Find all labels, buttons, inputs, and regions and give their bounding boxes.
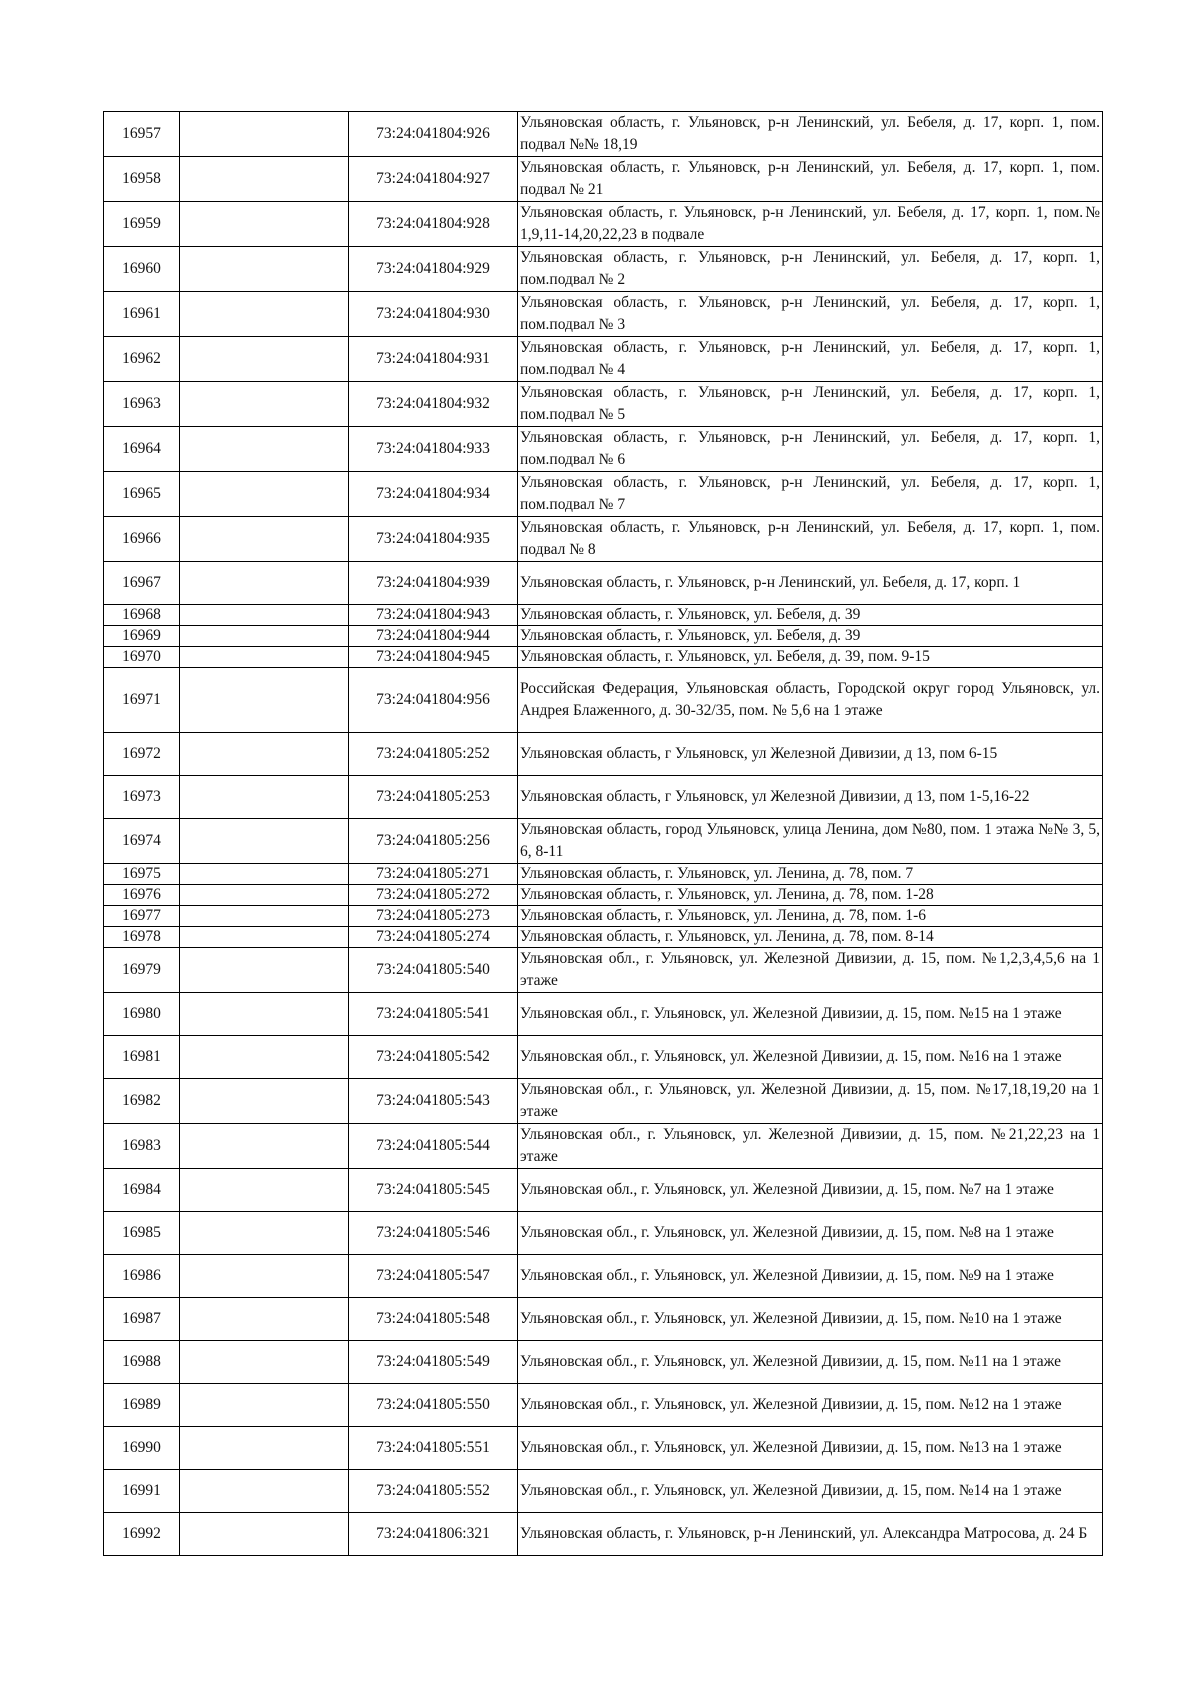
address-cell: Ульяновская область, г. Ульяновск, ул. Ленина, д. 78, пом. 7 xyxy=(518,864,1103,885)
row-number-cell: 16980 xyxy=(104,993,180,1036)
address-cell: Ульяновская область, г. Ульяновск, р-н Ленинский, ул. Бебеля, д. 17, корп. 1 xyxy=(518,562,1103,605)
row-number-cell: 16961 xyxy=(104,292,180,337)
table-row xyxy=(104,819,1103,864)
address-cell: Ульяновская обл., г. Ульяновск, ул. Железной Дивизии, д. 15, пом. №7 на 1 этаже xyxy=(518,1169,1103,1212)
empty-cell xyxy=(180,517,349,562)
address-cell: Российская Федерация, Ульяновская область, Городской округ город Ульяновск, ул. Андрея Блаженного, д. 30-32/35, пом. № 5,6 на 1 этаже xyxy=(518,668,1103,733)
table-row xyxy=(104,1212,1103,1255)
address-cell: Ульяновская обл., г. Ульяновск, ул. Железной Дивизии, д. 15, пом. №14 на 1 этаже xyxy=(518,1470,1103,1513)
empty-cell xyxy=(180,1212,349,1255)
cadastral-number-cell: 73:24:041805:548 xyxy=(349,1298,518,1341)
cadastral-number-cell: 73:24:041804:926 xyxy=(349,112,518,157)
table-row xyxy=(104,605,1103,626)
table-row xyxy=(104,885,1103,906)
cadastral-number-cell: 73:24:041805:549 xyxy=(349,1341,518,1384)
table-row xyxy=(104,1079,1103,1124)
address-cell: Ульяновская обл., г. Ульяновск, ул. Железной Дивизии, д. 15, пом. №12 на 1 этаже xyxy=(518,1384,1103,1427)
cadastral-number-cell: 73:24:041805:545 xyxy=(349,1169,518,1212)
cadastral-number-cell: 73:24:041804:930 xyxy=(349,292,518,337)
row-number-cell: 16963 xyxy=(104,382,180,427)
row-number-cell: 16989 xyxy=(104,1384,180,1427)
address-cell: Ульяновская область, г. Ульяновск, ул. Бебеля, д. 39 xyxy=(518,626,1103,647)
cadastral-number-cell: 73:24:041805:253 xyxy=(349,776,518,819)
cadastral-number-cell: 73:24:041805:546 xyxy=(349,1212,518,1255)
row-number-cell: 16970 xyxy=(104,647,180,668)
row-number-cell: 16990 xyxy=(104,1427,180,1470)
table-row xyxy=(104,1384,1103,1427)
address-cell: Ульяновская область, г. Ульяновск, р-н Ленинский, ул. Бебеля, д. 17, корп. 1, пом.№ 1,9,11-14,20,22,23 в подвале xyxy=(518,202,1103,247)
table-row xyxy=(104,864,1103,885)
table-row xyxy=(104,1341,1103,1384)
table-row xyxy=(104,906,1103,927)
address-cell: Ульяновская обл., г. Ульяновск, ул. Железной Дивизии, д. 15, пом. №9 на 1 этаже xyxy=(518,1255,1103,1298)
empty-cell xyxy=(180,382,349,427)
address-cell: Ульяновская обл., г. Ульяновск, ул. Железной Дивизии, д. 15, пом. №15 на 1 этаже xyxy=(518,993,1103,1036)
row-number-cell: 16979 xyxy=(104,948,180,993)
row-number-cell: 16962 xyxy=(104,337,180,382)
address-cell: Ульяновская область, г. Ульяновск, р-н Ленинский, ул. Бебеля, д. 17, корп. 1, пом.подвал № 4 xyxy=(518,337,1103,382)
address-cell: Ульяновская область, г Ульяновск, ул Железной Дивизии, д 13, пом 6-15 xyxy=(518,733,1103,776)
address-cell: Ульяновская область, г. Ульяновск, ул. Ленина, д. 78, пом. 1-6 xyxy=(518,906,1103,927)
cadastral-number-cell: 73:24:041804:927 xyxy=(349,157,518,202)
cadastral-number-cell: 73:24:041804:944 xyxy=(349,626,518,647)
cadastral-number-cell: 73:24:041805:547 xyxy=(349,1255,518,1298)
row-number-cell: 16969 xyxy=(104,626,180,647)
empty-cell xyxy=(180,733,349,776)
cadastral-number-cell: 73:24:041805:274 xyxy=(349,927,518,948)
empty-cell xyxy=(180,1124,349,1169)
cadastral-number-cell: 73:24:041804:934 xyxy=(349,472,518,517)
address-cell: Ульяновская область, г. Ульяновск, р-н Ленинский, ул. Александра Матросова, д. 24 Б xyxy=(518,1513,1103,1556)
table-row xyxy=(104,1513,1103,1556)
registry-table-body xyxy=(104,112,1103,1556)
address-cell: Ульяновская область, г. Ульяновск, ул. Ленина, д. 78, пом. 8-14 xyxy=(518,927,1103,948)
table-row xyxy=(104,472,1103,517)
table-row xyxy=(104,1036,1103,1079)
empty-cell xyxy=(180,668,349,733)
address-cell: Ульяновская область, г. Ульяновск, р-н Ленинский, ул. Бебеля, д. 17, корп. 1, пом. подвал № 21 xyxy=(518,157,1103,202)
address-cell: Ульяновская область, г. Ульяновск, ул. Ленина, д. 78, пом. 1-28 xyxy=(518,885,1103,906)
cadastral-number-cell: 73:24:041805:552 xyxy=(349,1470,518,1513)
cadastral-number-cell: 73:24:041804:929 xyxy=(349,247,518,292)
table-row xyxy=(104,1298,1103,1341)
cadastral-number-cell: 73:24:041805:252 xyxy=(349,733,518,776)
row-number-cell: 16968 xyxy=(104,605,180,626)
address-cell: Ульяновская область, город Ульяновск, улица Ленина, дом №80, пом. 1 этажа №№ 3, 5, 6, 8-11 xyxy=(518,819,1103,864)
empty-cell xyxy=(180,647,349,668)
row-number-cell: 16975 xyxy=(104,864,180,885)
table-row xyxy=(104,733,1103,776)
row-number-cell: 16959 xyxy=(104,202,180,247)
table-row xyxy=(104,292,1103,337)
table-row xyxy=(104,647,1103,668)
empty-cell xyxy=(180,337,349,382)
cadastral-number-cell: 73:24:041804:928 xyxy=(349,202,518,247)
empty-cell xyxy=(180,472,349,517)
empty-cell xyxy=(180,948,349,993)
empty-cell xyxy=(180,1079,349,1124)
row-number-cell: 16992 xyxy=(104,1513,180,1556)
address-cell: Ульяновская область, г Ульяновск, ул Железной Дивизии, д 13, пом 1-5,16-22 xyxy=(518,776,1103,819)
property-registry-table xyxy=(103,111,1103,1556)
table-row xyxy=(104,1124,1103,1169)
address-cell: Ульяновская область, г. Ульяновск, р-н Ленинский, ул. Бебеля, д. 17, корп. 1, пом.подвал № 6 xyxy=(518,427,1103,472)
cadastral-number-cell: 73:24:041805:542 xyxy=(349,1036,518,1079)
address-cell: Ульяновская обл., г. Ульяновск, ул. Железной Дивизии, д. 15, пом. №10 на 1 этаже xyxy=(518,1298,1103,1341)
row-number-cell: 16982 xyxy=(104,1079,180,1124)
row-number-cell: 16966 xyxy=(104,517,180,562)
empty-cell xyxy=(180,993,349,1036)
row-number-cell: 16987 xyxy=(104,1298,180,1341)
row-number-cell: 16983 xyxy=(104,1124,180,1169)
address-cell: Ульяновская область, г. Ульяновск, р-н Ленинский, ул. Бебеля, д. 17, корп. 1, пом.подвал № 2 xyxy=(518,247,1103,292)
address-cell: Ульяновская обл., г. Ульяновск, ул. Железной Дивизии, д. 15, пом. №11 на 1 этаже xyxy=(518,1341,1103,1384)
empty-cell xyxy=(180,1169,349,1212)
row-number-cell: 16971 xyxy=(104,668,180,733)
empty-cell xyxy=(180,112,349,157)
empty-cell xyxy=(180,626,349,647)
table-row xyxy=(104,927,1103,948)
cadastral-number-cell: 73:24:041805:550 xyxy=(349,1384,518,1427)
table-row xyxy=(104,1470,1103,1513)
cadastral-number-cell: 73:24:041804:932 xyxy=(349,382,518,427)
empty-cell xyxy=(180,1341,349,1384)
table-row xyxy=(104,382,1103,427)
empty-cell xyxy=(180,292,349,337)
cadastral-number-cell: 73:24:041805:551 xyxy=(349,1427,518,1470)
table-row xyxy=(104,626,1103,647)
table-row xyxy=(104,1169,1103,1212)
empty-cell xyxy=(180,1470,349,1513)
empty-cell xyxy=(180,906,349,927)
row-number-cell: 16986 xyxy=(104,1255,180,1298)
empty-cell xyxy=(180,864,349,885)
row-number-cell: 16973 xyxy=(104,776,180,819)
row-number-cell: 16976 xyxy=(104,885,180,906)
cadastral-number-cell: 73:24:041804:943 xyxy=(349,605,518,626)
table-row xyxy=(104,562,1103,605)
table-row xyxy=(104,112,1103,157)
cadastral-number-cell: 73:24:041804:931 xyxy=(349,337,518,382)
table-row xyxy=(104,668,1103,733)
empty-cell xyxy=(180,427,349,472)
cadastral-number-cell: 73:24:041804:945 xyxy=(349,647,518,668)
empty-cell xyxy=(180,1427,349,1470)
cadastral-number-cell: 73:24:041804:956 xyxy=(349,668,518,733)
table-row xyxy=(104,247,1103,292)
empty-cell xyxy=(180,819,349,864)
empty-cell xyxy=(180,157,349,202)
address-cell: Ульяновская область, г. Ульяновск, р-н Ленинский, ул. Бебеля, д. 17, корп. 1, пом.подвал № 5 xyxy=(518,382,1103,427)
cadastral-number-cell: 73:24:041805:272 xyxy=(349,885,518,906)
cadastral-number-cell: 73:24:041804:939 xyxy=(349,562,518,605)
address-cell: Ульяновская область, г. Ульяновск, ул. Бебеля, д. 39 xyxy=(518,605,1103,626)
empty-cell xyxy=(180,1298,349,1341)
empty-cell xyxy=(180,1513,349,1556)
address-cell: Ульяновская обл., г. Ульяновск, ул. Железной Дивизии, д. 15, пом. №21,22,23 на 1 этаже xyxy=(518,1124,1103,1169)
row-number-cell: 16984 xyxy=(104,1169,180,1212)
cadastral-number-cell: 73:24:041806:321 xyxy=(349,1513,518,1556)
cadastral-number-cell: 73:24:041805:543 xyxy=(349,1079,518,1124)
table-row xyxy=(104,1427,1103,1470)
cadastral-number-cell: 73:24:041805:256 xyxy=(349,819,518,864)
empty-cell xyxy=(180,605,349,626)
address-cell: Ульяновская область, г. Ульяновск, р-н Ленинский, ул. Бебеля, д. 17, корп. 1, пом. подвал №№ 18,19 xyxy=(518,112,1103,157)
row-number-cell: 16972 xyxy=(104,733,180,776)
cadastral-number-cell: 73:24:041804:935 xyxy=(349,517,518,562)
row-number-cell: 16964 xyxy=(104,427,180,472)
table-row xyxy=(104,1255,1103,1298)
address-cell: Ульяновская область, г. Ульяновск, р-н Ленинский, ул. Бебеля, д. 17, корп. 1, пом.подвал № 7 xyxy=(518,472,1103,517)
row-number-cell: 16978 xyxy=(104,927,180,948)
address-cell: Ульяновская область, г. Ульяновск, ул. Бебеля, д. 39, пом. 9-15 xyxy=(518,647,1103,668)
empty-cell xyxy=(180,776,349,819)
table-row xyxy=(104,993,1103,1036)
empty-cell xyxy=(180,1255,349,1298)
table-row xyxy=(104,517,1103,562)
cadastral-number-cell: 73:24:041805:271 xyxy=(349,864,518,885)
row-number-cell: 16977 xyxy=(104,906,180,927)
empty-cell xyxy=(180,1036,349,1079)
row-number-cell: 16958 xyxy=(104,157,180,202)
row-number-cell: 16957 xyxy=(104,112,180,157)
address-cell: Ульяновская обл., г. Ульяновск, ул. Железной Дивизии, д. 15, пом. №16 на 1 этаже xyxy=(518,1036,1103,1079)
empty-cell xyxy=(180,562,349,605)
empty-cell xyxy=(180,927,349,948)
row-number-cell: 16985 xyxy=(104,1212,180,1255)
empty-cell xyxy=(180,202,349,247)
empty-cell xyxy=(180,885,349,906)
address-cell: Ульяновская область, г. Ульяновск, р-н Ленинский, ул. Бебеля, д. 17, корп. 1, пом.подвал № 3 xyxy=(518,292,1103,337)
cadastral-number-cell: 73:24:041805:540 xyxy=(349,948,518,993)
row-number-cell: 16967 xyxy=(104,562,180,605)
row-number-cell: 16988 xyxy=(104,1341,180,1384)
table-row xyxy=(104,157,1103,202)
row-number-cell: 16965 xyxy=(104,472,180,517)
address-cell: Ульяновская обл., г. Ульяновск, ул. Железной Дивизии, д. 15, пом. №17,18,19,20 на 1 этаже xyxy=(518,1079,1103,1124)
table-row xyxy=(104,776,1103,819)
cadastral-number-cell: 73:24:041805:544 xyxy=(349,1124,518,1169)
address-cell: Ульяновская обл., г. Ульяновск, ул. Железной Дивизии, д. 15, пом. №13 на 1 этаже xyxy=(518,1427,1103,1470)
row-number-cell: 16981 xyxy=(104,1036,180,1079)
row-number-cell: 16960 xyxy=(104,247,180,292)
table-row xyxy=(104,337,1103,382)
table-row xyxy=(104,948,1103,993)
table-row xyxy=(104,202,1103,247)
cadastral-number-cell: 73:24:041805:273 xyxy=(349,906,518,927)
cadastral-number-cell: 73:24:041805:541 xyxy=(349,993,518,1036)
row-number-cell: 16974 xyxy=(104,819,180,864)
row-number-cell: 16991 xyxy=(104,1470,180,1513)
empty-cell xyxy=(180,247,349,292)
address-cell: Ульяновская обл., г. Ульяновск, ул. Железной Дивизии, д. 15, пом. №1,2,3,4,5,6 на 1 этаже xyxy=(518,948,1103,993)
table-row xyxy=(104,427,1103,472)
address-cell: Ульяновская обл., г. Ульяновск, ул. Железной Дивизии, д. 15, пом. №8 на 1 этаже xyxy=(518,1212,1103,1255)
cadastral-number-cell: 73:24:041804:933 xyxy=(349,427,518,472)
empty-cell xyxy=(180,1384,349,1427)
address-cell: Ульяновская область, г. Ульяновск, р-н Ленинский, ул. Бебеля, д. 17, корп. 1, пом. подвал № 8 xyxy=(518,517,1103,562)
